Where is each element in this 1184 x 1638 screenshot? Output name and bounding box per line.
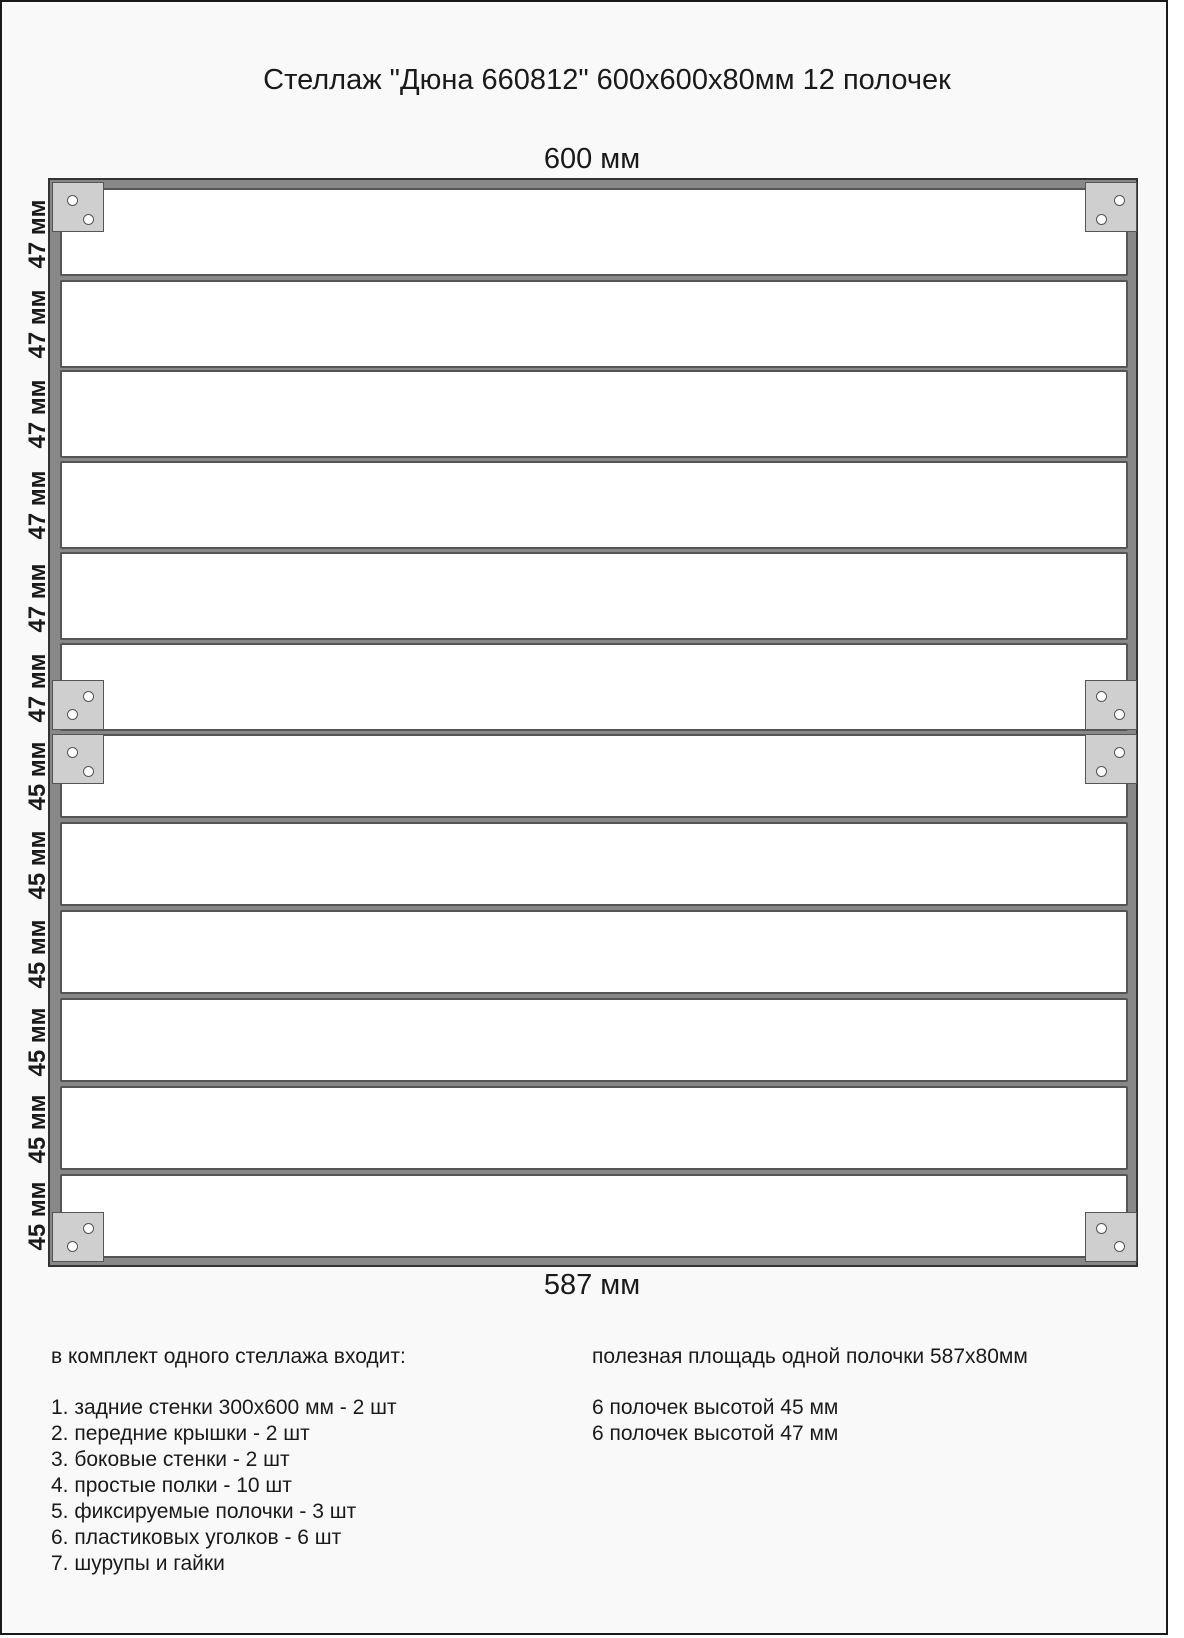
corner-bracket — [52, 734, 104, 784]
screw-hole — [67, 709, 78, 720]
kit-contents — [51, 1344, 406, 1577]
shelf-compartment — [60, 1086, 1128, 1170]
shelf-compartment — [60, 1174, 1128, 1258]
screw-hole — [83, 214, 94, 225]
row-height-label: 47 мм — [24, 289, 51, 359]
screw-hole — [1114, 195, 1125, 206]
kit-heading: в комплект одного стеллажа входит: — [51, 1345, 406, 1368]
row-height-label: 47 мм — [24, 199, 51, 269]
screw-hole — [67, 747, 78, 758]
row-height-label: 47 мм — [24, 653, 51, 723]
row-height-label: 45 мм — [24, 830, 51, 900]
row-height-label: 47 мм — [24, 470, 51, 540]
drawing-title: Стеллаж "Дюна 660812" 600x600x80мм 12 полочек — [263, 64, 951, 96]
row-height-label: 47 мм — [24, 563, 51, 633]
screw-hole — [1096, 691, 1107, 702]
shelf-compartment — [60, 370, 1128, 458]
screw-hole — [67, 1241, 78, 1252]
shelf-compartment — [60, 643, 1128, 731]
corner-bracket — [52, 182, 104, 232]
specs-item: 6 полочек высотой 45 мм — [592, 1396, 839, 1419]
dimension-bottom-width: 587 мм — [543, 1269, 641, 1301]
shelf-compartment — [60, 188, 1128, 276]
corner-bracket — [1085, 1212, 1137, 1262]
kit-item: 4. простые полки - 10 шт — [51, 1474, 292, 1497]
shelf-compartment — [60, 910, 1128, 994]
row-height-label: 45 мм — [24, 919, 51, 989]
kit-item: 3. боковые стенки - 2 шт — [51, 1448, 290, 1471]
row-height-label: 45 мм — [24, 1181, 51, 1251]
screw-hole — [1114, 1241, 1125, 1252]
kit-item: 7. шурупы и гайки — [51, 1552, 225, 1575]
corner-bracket — [1085, 734, 1137, 784]
specs-heading: полезная площадь одной полочки 587х80мм — [592, 1345, 1028, 1368]
shelf-compartment — [60, 734, 1128, 818]
screw-hole — [83, 1223, 94, 1234]
shelf-compartment — [60, 998, 1128, 1082]
corner-bracket — [52, 680, 104, 730]
kit-item: 6. пластиковых уголков - 6 шт — [51, 1526, 342, 1549]
screw-hole — [83, 766, 94, 777]
screw-hole — [83, 691, 94, 702]
row-height-label: 47 мм — [24, 379, 51, 449]
shelf-compartment — [60, 822, 1128, 906]
corner-bracket — [1085, 182, 1137, 232]
row-height-label: 45 мм — [24, 1007, 51, 1077]
kit-item: 1. задние стенки 300х600 мм - 2 шт — [51, 1396, 397, 1419]
screw-hole — [1096, 766, 1107, 777]
shelf-specs — [592, 1344, 1028, 1447]
shelf-compartment — [60, 280, 1128, 368]
row-height-label: 45 мм — [24, 1094, 51, 1164]
row-height-label: 45 мм — [24, 741, 51, 811]
screw-hole — [1096, 1223, 1107, 1234]
kit-item: 5. фиксируемые полочки - 3 шт — [51, 1500, 357, 1523]
shelf-compartment — [60, 552, 1128, 640]
corner-bracket — [1085, 680, 1137, 730]
screw-hole — [1114, 709, 1125, 720]
screw-hole — [1114, 747, 1125, 758]
screw-hole — [67, 195, 78, 206]
kit-item: 2. передние крышки - 2 шт — [51, 1422, 310, 1445]
screw-hole — [1096, 214, 1107, 225]
corner-bracket — [52, 1212, 104, 1262]
specs-item: 6 полочек высотой 47 мм — [592, 1422, 839, 1445]
dimension-top-width: 600 мм — [543, 143, 641, 175]
shelf-compartment — [60, 461, 1128, 549]
